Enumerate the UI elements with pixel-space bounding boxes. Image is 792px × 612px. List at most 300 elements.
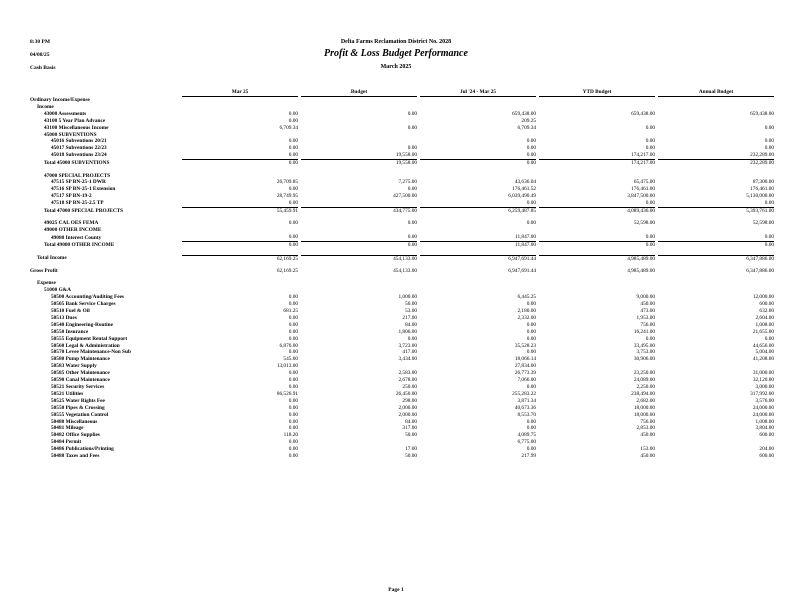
row-value-col-2 bbox=[301, 132, 417, 139]
row-label: Total 47000 SPECIAL PROJECTS bbox=[44, 207, 124, 214]
row-value-col-1: 0.00 bbox=[288, 370, 298, 377]
row-label: 50555 Equipment Rental Support bbox=[51, 335, 128, 342]
row-value-col-2 bbox=[301, 280, 417, 287]
row-value-col-1: 0.00 bbox=[288, 234, 298, 241]
row-value-col-1 bbox=[182, 104, 298, 111]
row-value-col-1: 545.00 bbox=[283, 356, 298, 363]
row-value-col-5: 0.00 bbox=[764, 234, 774, 241]
row-value-col-3: 0.00 bbox=[526, 418, 536, 425]
row-value-col-1: 0.00 bbox=[288, 314, 298, 321]
row-value-col-2: 3,434.00 bbox=[398, 356, 417, 363]
row-value-col-2 bbox=[301, 138, 417, 145]
row-value-col-3: 11,847.00 bbox=[515, 234, 536, 241]
table-row bbox=[30, 343, 774, 350]
row-value-col-2: 3,723.00 bbox=[398, 342, 417, 349]
row-label: 49025 CAL OES FEMA bbox=[44, 220, 99, 227]
row-value-col-5: 600.00 bbox=[759, 301, 774, 308]
row-value-col-3 bbox=[420, 280, 536, 287]
total-row bbox=[30, 160, 774, 167]
row-value-col-1: 118.20 bbox=[283, 432, 298, 439]
row-value-col-1: 0.00 bbox=[288, 446, 298, 453]
row-value-col-5 bbox=[658, 104, 774, 111]
row-value-col-2: 0.00 bbox=[407, 124, 417, 131]
total-row bbox=[30, 208, 774, 215]
row-value-col-2: 1,806.00 bbox=[398, 328, 417, 335]
row-value-col-5: 176,461.00 bbox=[750, 186, 774, 193]
row-value-col-1: 28,749.95 bbox=[276, 193, 298, 200]
row-value-col-5: 24,000.00 bbox=[752, 404, 774, 411]
row-value-col-2: 1,000.00 bbox=[398, 294, 417, 301]
row-value-col-2: 0.00 bbox=[407, 220, 417, 227]
row-value-col-1: 62,169.25 bbox=[276, 268, 298, 275]
row-value-col-2: 84.00 bbox=[405, 418, 417, 425]
row-value-col-5: 204.00 bbox=[759, 446, 774, 453]
row-value-col-3: 659,438.00 bbox=[512, 110, 536, 117]
column-header-ytd-actual: Jul '24 - Mar 25 bbox=[420, 84, 536, 97]
row-value-col-3: 2,332.00 bbox=[517, 314, 536, 321]
row-label: 50525 Water Rights Fee bbox=[51, 397, 105, 404]
row-value-col-5: 659,438.00 bbox=[750, 110, 774, 117]
row-value-col-3: 11,847.00 bbox=[420, 242, 536, 249]
page-number: Page 1 bbox=[388, 587, 404, 593]
row-value-col-4: 23,250.00 bbox=[633, 370, 655, 377]
row-value-col-5: 5,130,000.00 bbox=[746, 193, 774, 200]
column-header-budget: Budget bbox=[301, 84, 417, 97]
row-label: 50550 Insurance bbox=[51, 328, 89, 335]
row-value-col-5 bbox=[658, 132, 774, 139]
row-value-col-3: 0.00 bbox=[526, 384, 536, 391]
row-label: 47518 SP BN-25-2.5 TP bbox=[51, 200, 104, 207]
table-row bbox=[30, 138, 774, 145]
row-value-col-4: 0.00 bbox=[645, 145, 655, 152]
row-value-col-1: 0.00 bbox=[288, 418, 298, 425]
row-value-col-2: 19,558.00 bbox=[395, 152, 417, 159]
table-row bbox=[30, 118, 774, 125]
row-value-col-5 bbox=[658, 227, 774, 234]
row-value-col-4: 450.00 bbox=[640, 432, 655, 439]
row-value-col-1: 26,709.85 bbox=[276, 179, 298, 186]
table-row bbox=[30, 425, 774, 432]
row-value-col-3 bbox=[420, 97, 536, 104]
row-value-col-2: 0.00 bbox=[407, 110, 417, 117]
row-value-col-1: 0.00 bbox=[288, 425, 298, 432]
row-value-col-5: 600.00 bbox=[759, 432, 774, 439]
row-value-col-3: 217.99 bbox=[521, 453, 536, 460]
table-row bbox=[30, 308, 774, 315]
row-value-col-1: 0.00 bbox=[288, 377, 298, 384]
row-value-col-4 bbox=[539, 132, 655, 139]
row-value-col-4: 2,250.00 bbox=[636, 384, 655, 391]
row-value-col-4: 2,853.00 bbox=[636, 425, 655, 432]
row-value-col-4: 18,000.00 bbox=[633, 404, 655, 411]
table-row bbox=[30, 145, 774, 152]
row-value-col-1: 0.00 bbox=[288, 335, 298, 342]
row-value-col-2 bbox=[301, 97, 417, 104]
row-label: 43100 Miscellaneous Income bbox=[44, 124, 109, 131]
row-value-col-4: 0.00 bbox=[645, 234, 655, 241]
row-value-col-4: 0.00 bbox=[539, 242, 655, 249]
table-row bbox=[30, 363, 774, 370]
row-value-col-5: 3,576.00 bbox=[755, 397, 774, 404]
row-value-col-3 bbox=[420, 227, 536, 234]
table-row bbox=[30, 349, 774, 356]
total-row bbox=[30, 242, 774, 249]
row-value-col-5 bbox=[658, 363, 774, 370]
table-row bbox=[30, 322, 774, 329]
row-value-col-1: 6,870.00 bbox=[279, 342, 298, 349]
row-value-col-4 bbox=[539, 118, 655, 125]
row-label: 50570 Levee Maintenance-Non Sub bbox=[51, 349, 131, 356]
row-value-col-5 bbox=[658, 287, 774, 294]
row-value-col-5 bbox=[658, 97, 774, 104]
table-row bbox=[30, 301, 774, 308]
table-row bbox=[30, 453, 774, 460]
table-row bbox=[30, 186, 774, 193]
row-label: 45018 Subventions 23/24 bbox=[51, 152, 107, 159]
table-row bbox=[30, 125, 774, 132]
row-value-col-3: 8,553.70 bbox=[517, 411, 536, 418]
table-row bbox=[30, 220, 774, 227]
row-value-col-1: 55,459.91 bbox=[182, 208, 298, 215]
row-value-col-3 bbox=[420, 132, 536, 139]
row-label: 43000 Assessments bbox=[44, 110, 87, 117]
row-value-col-3: 0.00 bbox=[526, 220, 536, 227]
profit-loss-table bbox=[30, 84, 774, 460]
row-label: 50486 Publications/Printing bbox=[51, 446, 114, 453]
row-label: 50481 Mileage bbox=[51, 425, 84, 432]
row-value-col-2: 0.00 bbox=[301, 242, 417, 249]
column-header-row bbox=[30, 84, 774, 97]
row-value-col-2: 454,133.00 bbox=[301, 255, 417, 262]
row-value-col-4: 18,000.00 bbox=[633, 411, 655, 418]
row-value-col-5: 87,300.00 bbox=[752, 179, 774, 186]
row-value-col-1: 62,169.25 bbox=[182, 255, 298, 262]
row-value-col-5: 232,289.00 bbox=[750, 152, 774, 159]
row-value-col-4: 30,906.00 bbox=[633, 356, 655, 363]
row-value-col-3: 0.00 bbox=[526, 200, 536, 207]
report-title: Profit & Loss Budget Performance bbox=[324, 48, 468, 59]
table-row bbox=[30, 398, 774, 405]
row-label: 49000 OTHER INCOME bbox=[44, 227, 102, 234]
row-value-col-2 bbox=[301, 200, 417, 207]
row-value-col-4: 4,985,489.00 bbox=[539, 255, 655, 262]
table-row bbox=[30, 391, 774, 398]
row-value-col-4: 659,438.00 bbox=[631, 110, 655, 117]
row-value-col-1: 0.00 bbox=[288, 138, 298, 145]
row-value-col-3: 0.00 bbox=[526, 425, 536, 432]
row-value-col-3: 6,259,487.85 bbox=[420, 208, 536, 215]
row-value-col-1: 0.00 bbox=[288, 301, 298, 308]
row-value-col-1: 0.00 bbox=[288, 328, 298, 335]
row-value-col-4: 9,000.00 bbox=[636, 294, 655, 301]
row-label: 47516 SP BN-25-1 Extension bbox=[51, 186, 116, 193]
table-row bbox=[30, 446, 774, 453]
row-value-col-3: 2,180.00 bbox=[517, 308, 536, 315]
row-label: Total 45000 SUBVENTIONS bbox=[44, 159, 110, 166]
table-row bbox=[30, 132, 774, 139]
report-time: 8:30 PM bbox=[30, 39, 51, 45]
row-value-col-1 bbox=[182, 97, 298, 104]
row-label: Gross Profit bbox=[30, 268, 58, 275]
row-value-col-3: 26,773.39 bbox=[514, 370, 536, 377]
row-value-col-2 bbox=[301, 118, 417, 125]
row-value-col-1: 0.00 bbox=[288, 349, 298, 356]
row-value-col-2: 0.00 bbox=[407, 145, 417, 152]
table-row bbox=[30, 234, 774, 241]
row-value-col-2: 454,133.00 bbox=[393, 268, 417, 275]
table-row bbox=[30, 336, 774, 343]
row-value-col-4 bbox=[539, 104, 655, 111]
row-value-col-2: 2,000.00 bbox=[398, 411, 417, 418]
row-value-col-4: 176,461.00 bbox=[631, 186, 655, 193]
row-value-col-3: 255,283.22 bbox=[512, 390, 536, 397]
column-header-annual-budget: Annual Budget bbox=[658, 84, 774, 97]
table-row bbox=[30, 287, 774, 294]
row-label: Ordinary Income/Expense bbox=[30, 96, 90, 103]
table-row bbox=[30, 384, 774, 391]
row-value-col-2 bbox=[301, 363, 417, 370]
row-value-col-3: 0.00 bbox=[526, 328, 536, 335]
row-value-col-3: 0.00 bbox=[526, 321, 536, 328]
row-value-col-2: 17.00 bbox=[405, 446, 417, 453]
table-row bbox=[30, 173, 774, 180]
row-value-col-5: 5,393,761.00 bbox=[658, 208, 774, 215]
row-label: 49080 Interest County bbox=[51, 234, 102, 241]
row-value-col-2 bbox=[301, 173, 417, 180]
row-label: 50590 Canal Maintenance bbox=[51, 377, 110, 384]
row-value-col-1: 13,013.00 bbox=[276, 363, 298, 370]
row-value-col-5: 0.00 bbox=[764, 138, 774, 145]
row-value-col-5: 32,120.00 bbox=[752, 377, 774, 384]
report-basis: Cash Basis bbox=[30, 65, 56, 71]
table-row bbox=[30, 227, 774, 234]
row-value-col-4: 65,475.00 bbox=[633, 179, 655, 186]
row-value-col-5: 0.00 bbox=[658, 242, 774, 249]
row-value-col-5: 41,208.00 bbox=[752, 356, 774, 363]
row-value-col-4: 3,753.00 bbox=[636, 349, 655, 356]
row-value-col-1: 0.00 bbox=[288, 321, 298, 328]
row-value-col-1: 0.00 bbox=[288, 152, 298, 159]
row-value-col-2: 417.00 bbox=[402, 349, 417, 356]
row-value-col-2: 2,583.00 bbox=[398, 370, 417, 377]
table-row bbox=[30, 200, 774, 207]
row-label: 50510 Fuel & Oil bbox=[51, 308, 90, 315]
row-label: 50505 Bank Service Charges bbox=[51, 301, 116, 308]
row-value-col-5 bbox=[658, 173, 774, 180]
row-value-col-4 bbox=[539, 97, 655, 104]
row-value-col-5: 3,804.00 bbox=[755, 425, 774, 432]
row-value-col-3 bbox=[420, 104, 536, 111]
row-label: 50488 Taxes and Fees bbox=[51, 453, 100, 460]
table-row bbox=[30, 329, 774, 336]
row-value-col-3: 176,461.52 bbox=[512, 186, 536, 193]
row-value-col-1: 0.00 bbox=[288, 220, 298, 227]
row-value-col-3: 40,673.36 bbox=[514, 404, 536, 411]
row-value-col-1: 0.00 bbox=[288, 200, 298, 207]
row-label: Total 49000 OTHER INCOME bbox=[44, 241, 115, 248]
row-value-col-1 bbox=[182, 132, 298, 139]
row-value-col-5: 12,000.00 bbox=[752, 294, 774, 301]
row-label: Total Income bbox=[37, 255, 67, 262]
table-row bbox=[30, 104, 774, 111]
row-value-col-1: 0.00 bbox=[288, 110, 298, 117]
row-value-col-2 bbox=[301, 287, 417, 294]
row-value-col-5 bbox=[658, 118, 774, 125]
row-value-col-4: 0.00 bbox=[645, 124, 655, 131]
table-row bbox=[30, 294, 774, 301]
row-value-col-5: 3,000.00 bbox=[755, 384, 774, 391]
row-label: 50550 Pipes & Crossing bbox=[51, 404, 105, 411]
row-value-col-4 bbox=[539, 280, 655, 287]
row-value-col-5: 1,008.00 bbox=[755, 321, 774, 328]
table-row bbox=[30, 405, 774, 412]
row-value-col-3: 6,039,490.49 bbox=[508, 193, 536, 200]
row-value-col-4: 0.00 bbox=[645, 200, 655, 207]
row-value-col-3: 6,445.25 bbox=[517, 294, 536, 301]
row-value-col-5: 0.00 bbox=[764, 335, 774, 342]
row-value-col-4 bbox=[539, 439, 655, 446]
table-row bbox=[30, 315, 774, 322]
row-value-col-1: 0.00 bbox=[182, 242, 298, 249]
table-row bbox=[30, 419, 774, 426]
row-value-col-2 bbox=[301, 104, 417, 111]
row-value-col-2: 317.00 bbox=[402, 425, 417, 432]
row-value-col-4: 153.00 bbox=[640, 446, 655, 453]
table-row bbox=[30, 377, 774, 384]
row-value-col-4: 473.00 bbox=[640, 308, 655, 315]
row-value-col-3: 6,709.34 bbox=[517, 124, 536, 131]
row-value-col-3: 0.00 bbox=[526, 335, 536, 342]
table-row bbox=[30, 280, 774, 287]
row-value-col-4: 450.00 bbox=[640, 301, 655, 308]
row-label: 50521 Security Services bbox=[51, 384, 105, 391]
row-value-col-4 bbox=[539, 173, 655, 180]
row-value-col-5: 21,655.00 bbox=[752, 328, 774, 335]
row-value-col-3: 0.00 bbox=[526, 152, 536, 159]
row-label: 43100 5 Year Plan Advance bbox=[44, 117, 106, 124]
row-value-col-2 bbox=[301, 227, 417, 234]
row-value-col-2: 434,775.00 bbox=[301, 208, 417, 215]
table-row bbox=[30, 179, 774, 186]
row-value-col-5: 2,604.00 bbox=[755, 314, 774, 321]
row-value-col-2: 2,678.00 bbox=[398, 377, 417, 384]
row-value-col-1: 0.00 bbox=[288, 397, 298, 404]
row-value-col-4: 238,494.00 bbox=[631, 390, 655, 397]
row-value-col-3: 6,947,691.44 bbox=[508, 268, 536, 275]
row-value-col-4: 756.00 bbox=[640, 321, 655, 328]
row-value-col-2: 2,000.00 bbox=[398, 404, 417, 411]
table-row bbox=[30, 439, 774, 446]
column-header-ytd-budget: YTD Budget bbox=[539, 84, 655, 97]
row-label: 50540 Engineering-Routine bbox=[51, 321, 113, 328]
row-value-col-3 bbox=[420, 173, 536, 180]
table-row bbox=[30, 432, 774, 439]
row-value-col-3: 4,089.75 bbox=[517, 432, 536, 439]
row-value-col-1: 6,709.34 bbox=[279, 124, 298, 131]
row-label: 45000 SUBVENTIONS bbox=[44, 131, 97, 138]
row-value-col-4: 0.00 bbox=[645, 138, 655, 145]
row-value-col-2: 7,275.00 bbox=[398, 179, 417, 186]
row-value-col-5: 31,000.00 bbox=[752, 370, 774, 377]
row-value-col-2: 19,558.00 bbox=[301, 160, 417, 167]
row-label: 51000 G&A bbox=[44, 287, 71, 294]
row-value-col-4: 1,953.00 bbox=[636, 314, 655, 321]
row-value-col-4: 33,495.00 bbox=[633, 342, 655, 349]
row-value-col-1: 0.00 bbox=[288, 117, 298, 124]
row-value-col-3: 35,528.23 bbox=[514, 342, 536, 349]
row-value-col-4: 3,847,500.00 bbox=[627, 193, 655, 200]
row-value-col-4: 24,089.00 bbox=[633, 377, 655, 384]
row-value-col-2: 50.00 bbox=[405, 453, 417, 460]
row-value-col-1: 0.00 bbox=[288, 411, 298, 418]
row-value-col-3: 0.00 bbox=[526, 446, 536, 453]
row-value-col-2: 217.00 bbox=[402, 314, 417, 321]
row-value-col-1: 0.00 bbox=[288, 294, 298, 301]
row-value-col-5 bbox=[658, 439, 774, 446]
row-value-col-4: 174,217.00 bbox=[539, 160, 655, 167]
row-label: 45017 Subventions 22/23 bbox=[51, 145, 107, 152]
row-value-col-5: 317,992.00 bbox=[750, 390, 774, 397]
row-value-col-3: 6,775.00 bbox=[517, 439, 536, 446]
row-value-col-2 bbox=[301, 439, 417, 446]
row-value-col-3: 6,947,691.44 bbox=[420, 255, 536, 262]
row-value-col-3 bbox=[420, 287, 536, 294]
row-label: 50521 Utilities bbox=[51, 390, 84, 397]
row-value-col-3: 0.00 bbox=[526, 349, 536, 356]
row-label: 50480 Miscellaneous bbox=[51, 418, 98, 425]
row-value-col-5 bbox=[658, 280, 774, 287]
row-value-col-2: 298.00 bbox=[402, 397, 417, 404]
table-row bbox=[30, 193, 774, 200]
row-value-col-5: 6,347,886.00 bbox=[746, 268, 774, 275]
table-row bbox=[30, 111, 774, 118]
row-value-col-5: 0.00 bbox=[764, 124, 774, 131]
row-label: Expense bbox=[37, 280, 56, 287]
row-value-col-1 bbox=[182, 173, 298, 180]
row-value-col-3: 209.25 bbox=[521, 117, 536, 124]
row-label: 50583 Water Supply bbox=[51, 363, 97, 370]
organization-name: Delta Farms Reclamation District No. 2028 bbox=[340, 39, 452, 45]
row-value-col-5: 232,289.00 bbox=[658, 160, 774, 167]
row-value-col-4: 174,217.00 bbox=[631, 152, 655, 159]
row-label: 50484 Permit bbox=[51, 439, 82, 446]
row-value-col-1: 0.00 bbox=[288, 453, 298, 460]
table-row bbox=[30, 268, 774, 275]
row-value-col-2: 84.00 bbox=[405, 321, 417, 328]
row-value-col-4: 2,682.00 bbox=[636, 397, 655, 404]
row-value-col-3: 27,834.00 bbox=[514, 363, 536, 370]
table-row bbox=[30, 152, 774, 159]
row-value-col-5: 5,004.00 bbox=[755, 349, 774, 356]
row-label: 50482 Office Supplies bbox=[51, 432, 100, 439]
row-value-col-2: 50.00 bbox=[405, 301, 417, 308]
row-value-col-4: 16,241.00 bbox=[633, 328, 655, 335]
row-value-col-1: 0.00 bbox=[288, 186, 298, 193]
row-label: 50513 Dues bbox=[51, 314, 77, 321]
row-value-col-3: 43,636.04 bbox=[514, 179, 536, 186]
row-value-col-1: 0.00 bbox=[182, 160, 298, 167]
row-value-col-2: 53.00 bbox=[405, 308, 417, 315]
row-value-col-2: 50.00 bbox=[405, 432, 417, 439]
table-row bbox=[30, 370, 774, 377]
row-value-col-2: 0.00 bbox=[407, 335, 417, 342]
row-value-col-4: 4,089,436.00 bbox=[539, 208, 655, 215]
row-value-col-4 bbox=[539, 227, 655, 234]
row-value-col-4: 756.00 bbox=[640, 418, 655, 425]
row-value-col-1: 0.00 bbox=[288, 439, 298, 446]
report-period: March 2025 bbox=[380, 64, 412, 70]
row-value-col-3: 0.00 bbox=[526, 301, 536, 308]
